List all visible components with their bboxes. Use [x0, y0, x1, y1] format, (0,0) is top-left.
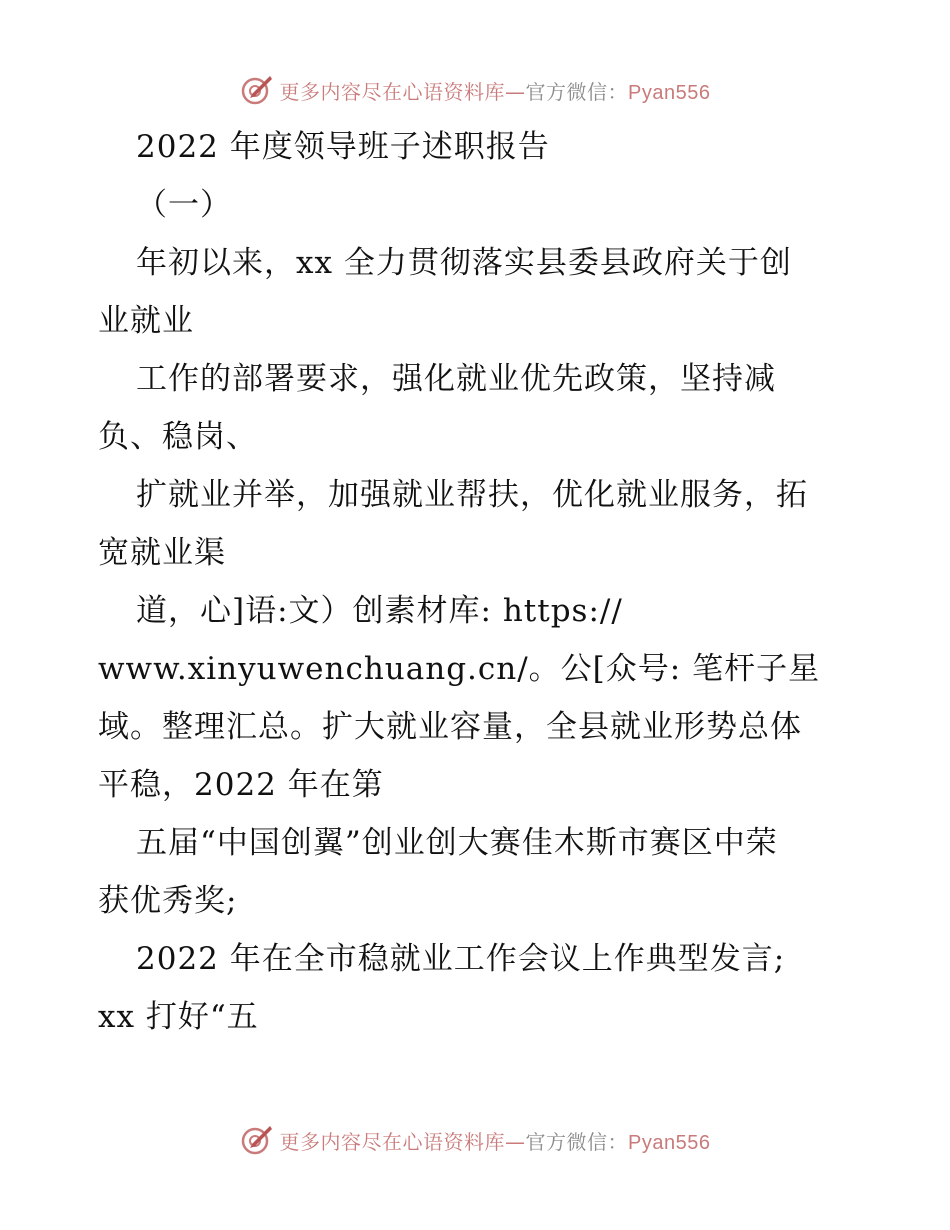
footer-banner-title: 更多内容尽在心语资料库: [279, 1129, 506, 1154]
footer-banner: [0, 1120, 950, 1160]
document-line: 工作的部署要求，强化就业优先政策，坚持减: [136, 361, 776, 397]
footer-banner-official: 官方微信：: [525, 1129, 629, 1154]
header-banner-official: 官方微信：: [525, 79, 629, 104]
document-line: 负、稳岗、: [98, 419, 258, 455]
document-line: xx 打好“五: [98, 999, 259, 1035]
header-banner-wechat-id: Pyan556: [628, 81, 711, 104]
footer-banner-text: [280, 1126, 711, 1155]
document-line: 年初以来，xx 全力贯彻落实县委县政府关于创: [136, 245, 792, 281]
document-body: [98, 118, 878, 1046]
document-line: 扩就业并举，加强就业帮扶，优化就业服务，拓: [136, 477, 808, 513]
document-line: 五届“中国创翼”创业创大赛佳木斯市赛区中荣: [136, 825, 778, 861]
header-banner-title: 更多内容尽在心语资料库: [279, 79, 506, 104]
footer-banner-dash: —: [505, 1129, 526, 1154]
footer-banner-wechat-id: Pyan556: [628, 1131, 711, 1154]
document-line: 域。整理汇总。扩大就业容量，全县就业形势总体: [98, 709, 802, 745]
document-line: 道，心]语:文）创素材库: https://: [136, 593, 623, 629]
header-banner-dash: —: [505, 79, 526, 104]
header-banner: [0, 70, 950, 110]
document-line: 宽就业渠: [98, 535, 226, 571]
document-line: 获优秀奖;: [98, 883, 238, 919]
document-line: 平稳，2022 年在第: [98, 767, 384, 803]
quill-pen-logo-icon: [240, 73, 274, 107]
document-line: 2022 年在全市稳就业工作会议上作典型发言;: [136, 941, 786, 977]
document-line: www.xinyuwenchuang.cn/。公[众号: 笔杆子星: [98, 651, 821, 687]
document-line: 业就业: [98, 303, 194, 339]
document-line: 2022 年度领导班子述职报告: [136, 129, 550, 165]
header-banner-text: [280, 76, 711, 105]
document-line: （一）: [136, 187, 232, 223]
quill-pen-logo-icon: [240, 1123, 274, 1157]
